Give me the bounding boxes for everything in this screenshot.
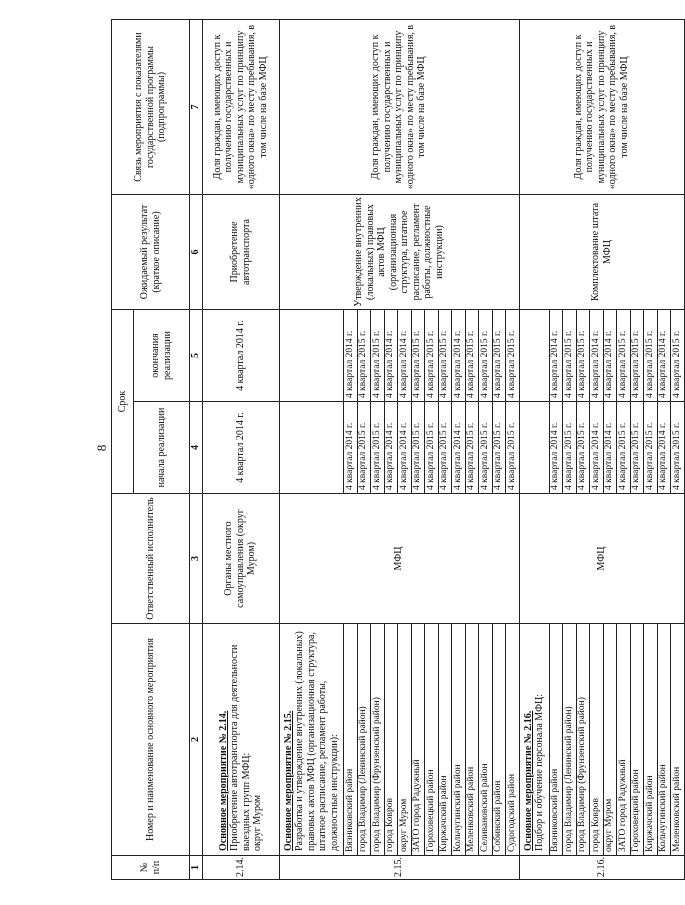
- row-num: 2.15.: [279, 856, 519, 880]
- activity-title: Основное мероприятие № 2.15.: [282, 710, 294, 851]
- start-date: 4 квартал 2015 г.: [671, 402, 685, 494]
- start-date: 4 квартал 2015 г.: [506, 402, 520, 494]
- end-date-empty: [279, 310, 344, 402]
- col-number: 4: [190, 402, 203, 494]
- district-name: Собинский район: [492, 624, 506, 856]
- start-date: 4 квартал 2015 г.: [630, 402, 644, 494]
- district-name: город Ковров: [384, 624, 398, 856]
- start-date: 4 квартал 2015 г.: [617, 402, 631, 494]
- start-date: 4 квартал 2015 г.: [492, 402, 506, 494]
- district-name: ЗАТО город Радужный: [411, 624, 425, 856]
- district-name: округ Муром: [603, 624, 617, 856]
- start-date-empty: [519, 402, 549, 494]
- executor: МФЦ: [279, 494, 519, 624]
- header-exec: Ответственный исполнитель: [112, 494, 190, 624]
- end-date: 4 квартал 2015 г.: [506, 310, 520, 402]
- start-date: 4 квартал 2014 г.: [590, 402, 604, 494]
- end-date: 4 квартал 2015 г.: [576, 310, 590, 402]
- executor: МФЦ: [519, 494, 684, 624]
- header-start: начала реализации: [134, 402, 190, 494]
- end-date: 4 квартал 2015 г.: [371, 310, 385, 402]
- district-name: Кольчугинский район: [657, 624, 671, 856]
- district-name: город Владимир (Фрунзенский район): [576, 624, 590, 856]
- district-name: Гороховецкий район: [425, 624, 439, 856]
- end-date: 4 квартал 2015 г.: [644, 310, 658, 402]
- district-name: Меленковский район: [671, 624, 685, 856]
- expected-result: Приобретение автотранспорта: [202, 195, 279, 310]
- col-number: 5: [190, 310, 203, 402]
- district-name: Вязниковский район: [344, 624, 358, 856]
- activity-name: [202, 624, 279, 856]
- col-number: 6: [190, 195, 203, 310]
- executor: Органы местного самоуправления (округ Муром): [202, 494, 279, 624]
- end-date: 4 квартал 2014 г.: [657, 310, 671, 402]
- district-name: Вязниковский район: [549, 624, 563, 856]
- start-date: 4 квартал 2015 г.: [357, 402, 371, 494]
- indicator-link: Доля граждан, имеющих доступ к получению государственных и муниципальных услуг по принципу «одного окна» по месту пребывания, в том числе на базе МФЦ: [202, 20, 279, 195]
- end-date: 4 квартал 2015 г.: [671, 310, 685, 402]
- header-result: Ожидаемый результат (краткое описание): [112, 195, 190, 310]
- header-end: окончания реализации: [134, 310, 190, 402]
- start-date-empty: [279, 402, 344, 494]
- header-term: Срок: [112, 310, 134, 494]
- end-date: 4 квартал 2014 г.: [344, 310, 358, 402]
- end-date: 4 квартал 2015 г.: [411, 310, 425, 402]
- end-date: 4 квартал 2014 г.: [549, 310, 563, 402]
- start-date: 4 квартал 2014 г.: [202, 402, 279, 494]
- end-date: 4 квартал 2015 г.: [357, 310, 371, 402]
- start-date: 4 квартал 2015 г.: [644, 402, 658, 494]
- activity-place: округ Муром: [252, 794, 263, 851]
- expected-result: Утверждение внутренних (локальных) правовых актов МФЦ (организационная структура, штатное расписание, регламент работы, должностные инструкции): [279, 195, 519, 310]
- district-name: Киржачский район: [644, 624, 658, 856]
- start-date: 4 квартал 2014 г.: [384, 402, 398, 494]
- district-name: Судогодский район: [506, 624, 520, 856]
- activity-text: Приобретение автотранспорта для деятельности выездных групп МФЦ:: [229, 644, 252, 851]
- start-date: 4 квартал 2014 г.: [657, 402, 671, 494]
- district-name: Меленковский район: [465, 624, 479, 856]
- end-date: 4 квартал 2014 г.: [603, 310, 617, 402]
- table-row: [202, 20, 279, 880]
- indicator-link: Доля граждан, имеющих доступ к получению государственных и муниципальных услуг по принципу «одного окна» по месту пребывания, в том числе на базе МФЦ: [279, 20, 519, 195]
- activity-text: Разработка и утверждение внутренних (локальных) правовых актов МФЦ (организационная структура, штатное расписание, регламент работы, должностные инструкции):: [294, 631, 340, 851]
- expected-result: Комплектование штата МФЦ: [519, 195, 684, 310]
- start-date: 4 квартал 2015 г.: [576, 402, 590, 494]
- col-number: 1: [190, 856, 203, 880]
- district-name: Кольчугинский район: [452, 624, 466, 856]
- district-name: Селивановский район: [479, 624, 493, 856]
- start-date: 4 квартал 2015 г.: [411, 402, 425, 494]
- district-name: город Владимир (Ленинский район): [357, 624, 371, 856]
- end-date: 4 квартал 2015 г.: [492, 310, 506, 402]
- start-date: 4 квартал 2015 г.: [438, 402, 452, 494]
- start-date: 4 квартал 2015 г.: [563, 402, 577, 494]
- district-name: округ Муром: [398, 624, 412, 856]
- row-num: 2.16.: [519, 856, 684, 880]
- start-date: 4 квартал 2014 г.: [344, 402, 358, 494]
- end-date: 4 квартал 2014 г.: [452, 310, 466, 402]
- end-date: 4 квартал 2015 г.: [425, 310, 439, 402]
- end-date: 4 квартал 2015 г.: [617, 310, 631, 402]
- end-date: 4 квартал 2015 г.: [479, 310, 493, 402]
- table-row: [519, 20, 549, 880]
- header-link: Связь мероприятия с показателями государственной программы (подпрограммы): [112, 20, 190, 195]
- end-date-empty: [519, 310, 549, 402]
- activity-text: Подбор и обучение персонала МФЦ:: [534, 694, 545, 851]
- district-name: Киржачский район: [438, 624, 452, 856]
- district-name: город Владимир (Фрунзенский район): [371, 624, 385, 856]
- col-number: 2: [190, 624, 203, 856]
- start-date: 4 квартал 2014 г.: [603, 402, 617, 494]
- end-date: 4 квартал 2015 г.: [563, 310, 577, 402]
- col-number: 3: [190, 494, 203, 624]
- start-date: 4 квартал 2014 г.: [452, 402, 466, 494]
- district-name: город Владимир (Ленинский район): [563, 624, 577, 856]
- activity-title: Основное мероприятие № 2.14.: [217, 710, 229, 851]
- rotated-table-page: [111, 20, 682, 880]
- start-date: 4 квартал 2015 г.: [465, 402, 479, 494]
- district-name: город Ковров: [590, 624, 604, 856]
- end-date: 4 квартал 2014 г.: [384, 310, 398, 402]
- header-name: Номер и наименование основного мероприятия: [112, 624, 190, 856]
- table-row: [279, 20, 344, 880]
- row-num: 2.14.: [202, 856, 279, 880]
- district-name: Гороховецкий район: [630, 624, 644, 856]
- end-date: 4 квартал 2014 г.: [590, 310, 604, 402]
- col-number: 7: [190, 20, 203, 195]
- start-date: 4 квартал 2014 г.: [398, 402, 412, 494]
- indicator-link: Доля граждан, имеющих доступ к получению государственных и муниципальных услуг по принципу «одного окна» по месту пребывания, в том числе на базе МФЦ: [519, 20, 684, 195]
- end-date: 4 квартал 2014 г.: [398, 310, 412, 402]
- end-date: 4 квартал 2015 г.: [630, 310, 644, 402]
- activity-name: [519, 624, 549, 856]
- district-name: ЗАТО город Радужный: [617, 624, 631, 856]
- program-table: [111, 19, 685, 880]
- start-date: 4 квартал 2015 г.: [425, 402, 439, 494]
- start-date: 4 квартал 2015 г.: [371, 402, 385, 494]
- start-date: 4 квартал 2014 г.: [549, 402, 563, 494]
- end-date: 4 квартал 2015 г.: [465, 310, 479, 402]
- activity-title: Основное мероприятие № 2.16.: [522, 710, 534, 851]
- page-number: 8: [94, 444, 109, 452]
- end-date: 4 квартал 2014 г.: [202, 310, 279, 402]
- activity-name: [279, 624, 344, 856]
- end-date: 4 квартал 2015 г.: [438, 310, 452, 402]
- start-date: 4 квартал 2015 г.: [479, 402, 493, 494]
- header-num: № п/п: [112, 856, 190, 880]
